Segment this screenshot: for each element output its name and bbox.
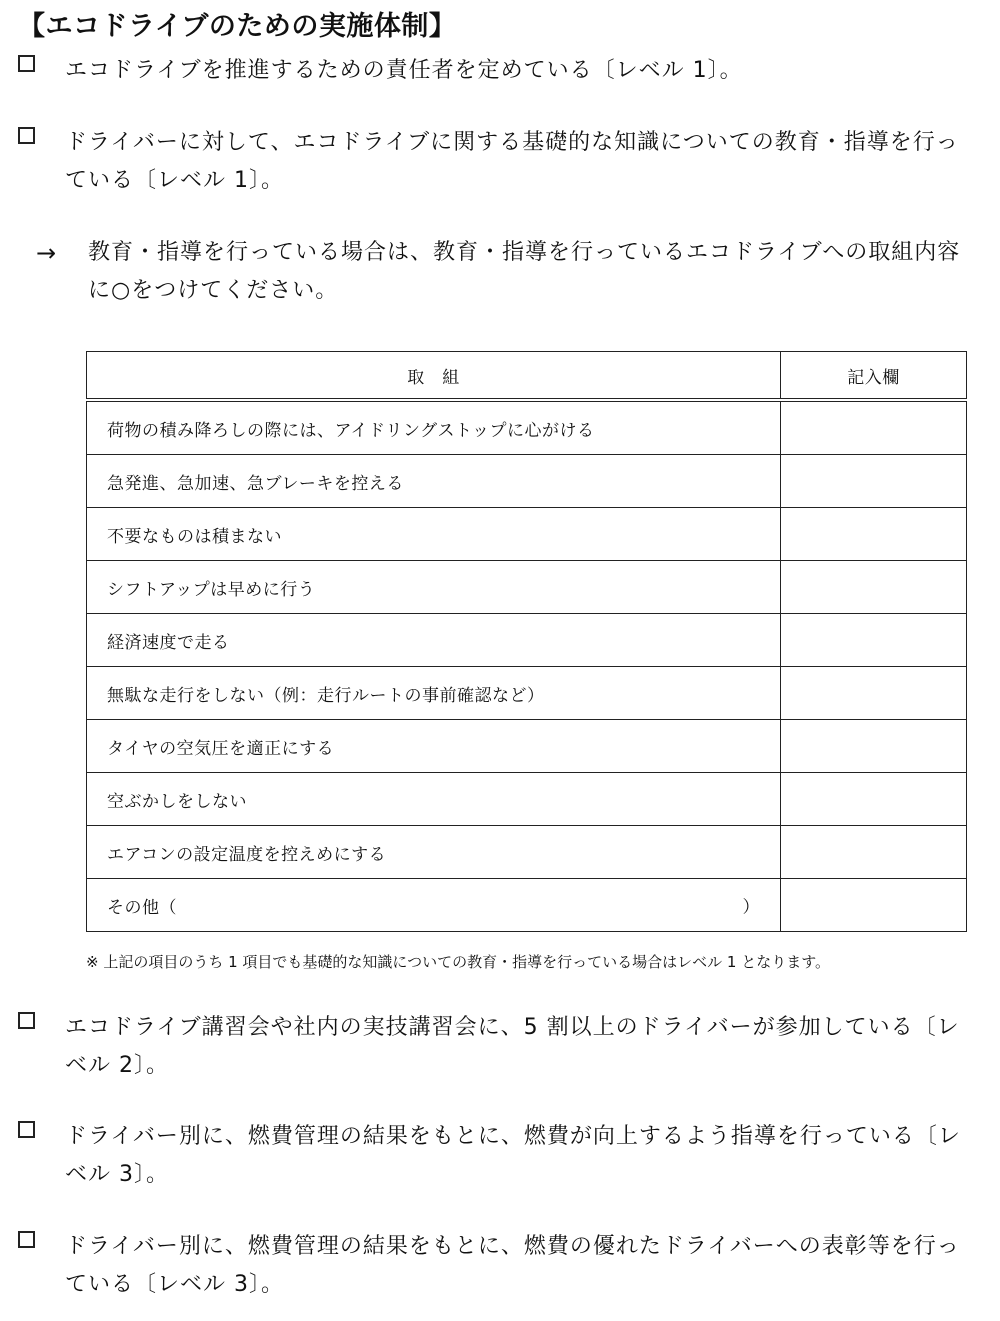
activity-label: 荷物の積み降ろしの際には、アイドリングストップに心がける	[87, 400, 781, 455]
table-row-other	[87, 879, 967, 932]
entry-cell[interactable]	[781, 826, 967, 879]
activity-label: 経済速度で走る	[87, 614, 781, 667]
entry-cell[interactable]	[781, 879, 967, 932]
instruction-text: 教育・指導を行っている場合は、教育・指導を行っているエコドライブへの取組内容に○をつけてください。	[88, 240, 961, 303]
checkbox[interactable]	[18, 55, 35, 72]
table-row	[87, 720, 967, 773]
activity-label: 急発進、急加速、急ブレーキを控える	[87, 455, 781, 508]
checklist-item-1	[18, 52, 968, 90]
checklist-item-text: ドライバーに対して、エコドライブに関する基礎的な知識についての教育・指導を行っている〔レベル 1〕。	[65, 130, 959, 193]
entry-cell[interactable]	[781, 400, 967, 455]
table-row	[87, 614, 967, 667]
checklist-item-3	[18, 1009, 968, 1085]
header-activity: 取 組	[87, 352, 781, 401]
entry-cell[interactable]	[781, 667, 967, 720]
checklist-item-4	[18, 1118, 968, 1194]
checkbox[interactable]	[18, 1231, 35, 1248]
page-title: 【エコドライブのための実施体制】	[18, 11, 457, 42]
activity-label: タイヤの空気圧を適正にする	[87, 720, 781, 773]
table-row	[87, 826, 967, 879]
table-row	[87, 455, 967, 508]
checklist-item-5	[18, 1228, 968, 1304]
instruction	[36, 234, 966, 310]
other-activity-cell[interactable]	[87, 879, 781, 932]
checkbox[interactable]	[18, 1012, 35, 1029]
checkbox[interactable]	[18, 127, 35, 144]
checklist-item-2	[18, 124, 968, 200]
entry-cell[interactable]	[781, 720, 967, 773]
entry-cell[interactable]	[781, 561, 967, 614]
entry-cell[interactable]	[781, 508, 967, 561]
other-label: その他（	[107, 897, 177, 918]
entry-cell[interactable]	[781, 614, 967, 667]
table-row	[87, 508, 967, 561]
table-row	[87, 561, 967, 614]
checklist-item-text: エコドライブを推進するための責任者を定めている〔レベル 1〕。	[65, 58, 743, 83]
activity-label: 無駄な走行をしない（例：走行ルートの事前確認など）	[87, 667, 781, 720]
activity-label: エアコンの設定温度を控えめにする	[87, 826, 781, 879]
checklist-item-text: ドライバー別に、燃費管理の結果をもとに、燃費の優れたドライバーへの表彰等を行っている〔レベル 3〕。	[65, 1234, 960, 1297]
checklist-item-text: ドライバー別に、燃費管理の結果をもとに、燃費が向上するよう指導を行っている〔レベル 3〕。	[65, 1124, 961, 1187]
activity-table	[86, 351, 967, 932]
footnote: ※ 上記の項目のうち 1 項目でも基礎的な知識についての教育・指導を行っている場合はレベル 1 となります。	[86, 953, 831, 971]
activity-label: 不要なものは積まない	[87, 508, 781, 561]
table-row	[87, 400, 967, 455]
table-row	[87, 667, 967, 720]
checkbox[interactable]	[18, 1121, 35, 1138]
entry-cell[interactable]	[781, 773, 967, 826]
table-row	[87, 773, 967, 826]
activity-label: シフトアップは早めに行う	[87, 561, 781, 614]
checklist-item-text: エコドライブ講習会や社内の実技講習会に、5 割以上のドライバーが参加している〔レベル 2〕。	[65, 1015, 960, 1078]
arrow-icon: →	[36, 239, 57, 267]
table-header-row	[87, 352, 967, 401]
entry-cell[interactable]	[781, 455, 967, 508]
header-entry: 記入欄	[781, 352, 967, 401]
other-close-paren: ）	[742, 897, 760, 918]
activity-label: 空ぶかしをしない	[87, 773, 781, 826]
